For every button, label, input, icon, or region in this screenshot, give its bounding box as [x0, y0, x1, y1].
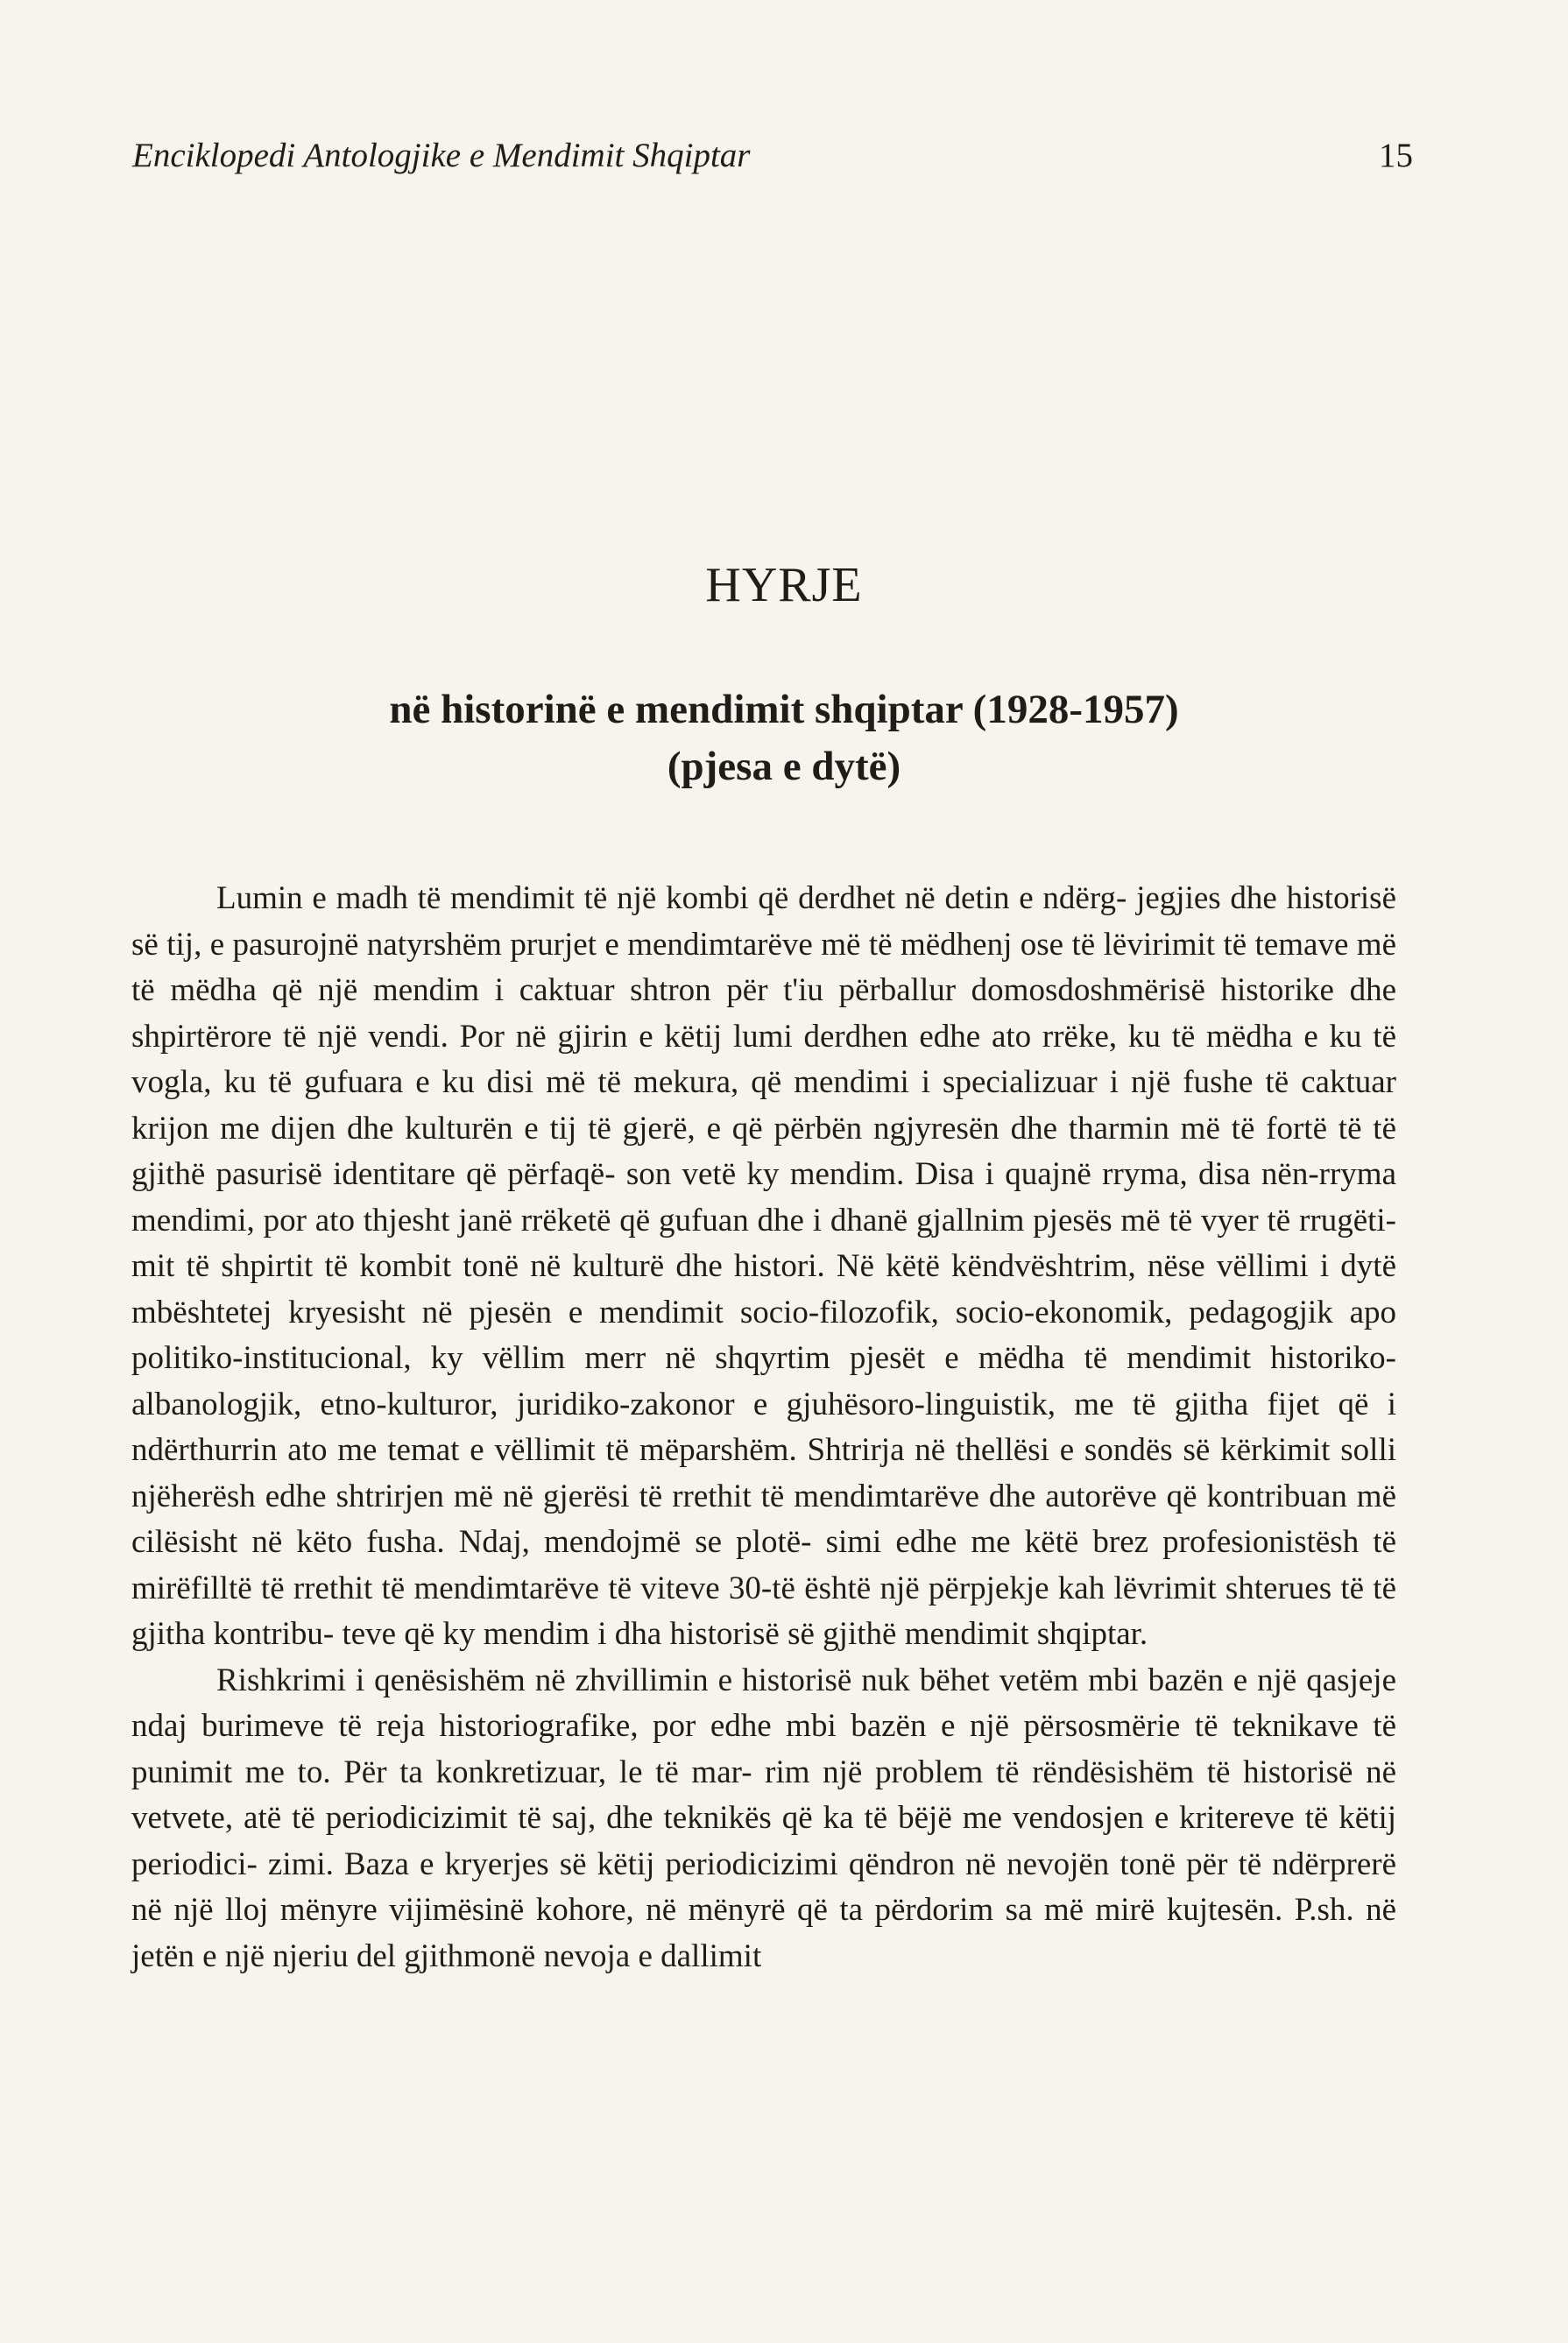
- chapter-subtitle-line-2: (pjesa e dytë): [667, 744, 901, 789]
- chapter-subtitle: [0, 681, 1568, 795]
- running-title: Enciklopedi Antologjike e Mendimit Shqiptar: [132, 137, 751, 174]
- chapter-subtitle-line-1: në historinë e mendimit shqiptar (1928-1957): [389, 687, 1179, 732]
- paragraph-2: Rishkrimi i qenësishëm në zhvillimin e historisë nuk bëhet vetëm mbi bazën e një qasjeje ndaj burimeve të reja historiografike, por edhe mbi bazën e një përsosmërie të teknikave të punimit me to. Për ta konkretizuar, le të mar- rim një problem të rëndësishëm të historisë në vetvete, atë të periodicizimit të saj, dhe teknikës që ka të bëjë me vendosjen e kritereve të këtij periodici- zimi. Baza e kryerjes së këtij periodicizimi qëndron në nevojën tonë për të ndërprerë në një lloj mënyre vijimësinë kohore, në mënyrë që ta përdorim sa më mirë kujtesën. P.sh. në jetën e një njeriu del gjithmonë nevoja e dallimit: [131, 1662, 1396, 1974]
- chapter-title: HYRJE: [705, 558, 863, 612]
- body-text: [131, 876, 1396, 1980]
- paragraph-1: Lumin e madh të mendimit të një kombi që derdhet në detin e ndërg- jegjies dhe historisë së tij, e pasurojnë natyrshëm prurjet e mendimtarëve më të mëdhenj ose të lëvirimit të temave më të mëdha që një mendim i caktuar shtron për t'iu përballur domosdoshmërisë historike dhe shpirtërore të një vendi. Por në gjirin e këtij lumi derdhen edhe ato rrëke, ku të mëdha e ku të vogla, ku të gufuara e ku disi më të mekura, që mendimi i specializuar i një fushe të caktuar krijon me dijen dhe kulturën e tij të gjerë, e që përbën ngjyresën dhe tharmin më të fortë të të gjithë pasurisë identitare që përfaqë- son vetë ky mendim. Disa i quajnë rryma, disa nën-rryma mendimi, por ato thjesht janë rrëketë që gufuan dhe i dhanë gjallnim pjesës më të vyer të rrugëti- mit të shpirtit të kombit tonë në kulturë dhe histori. Në këtë këndvështrim, nëse vëllimi i dytë mbështetej kryesisht në pjesën e mendimit socio-filozofik, socio-ekonomik, pedagogjik apo politiko-institucional, ky vëllim merr në shqyrtim pjesët e mëdha të mendimit historiko-albanologjik, etno-kulturor, juridiko-zakonor e gjuhësoro-linguistik, me të gjitha fijet që i ndërthurrin ato me temat e vëllimit të mëparshëm. Shtrirja në thellësi e sondës së kërkimit solli njëherësh edhe shtrirjen më në gjerësi të rrethit të mendimtarëve dhe autorëve që kontribuan më cilësisht në këto fusha. Ndaj, mendojmë se plotë- simi edhe me këtë brez profesionistësh të mirëfilltë të rrethit të mendimtarëve të viteve 30-të është një përpjekje kah lëvrimit shterues të të gjitha kontribu- teve që ky mendim i dha historisë së gjithë mendimit shqiptar.: [131, 880, 1396, 1652]
- running-header: [132, 136, 1413, 175]
- page-number: 15: [1379, 137, 1413, 174]
